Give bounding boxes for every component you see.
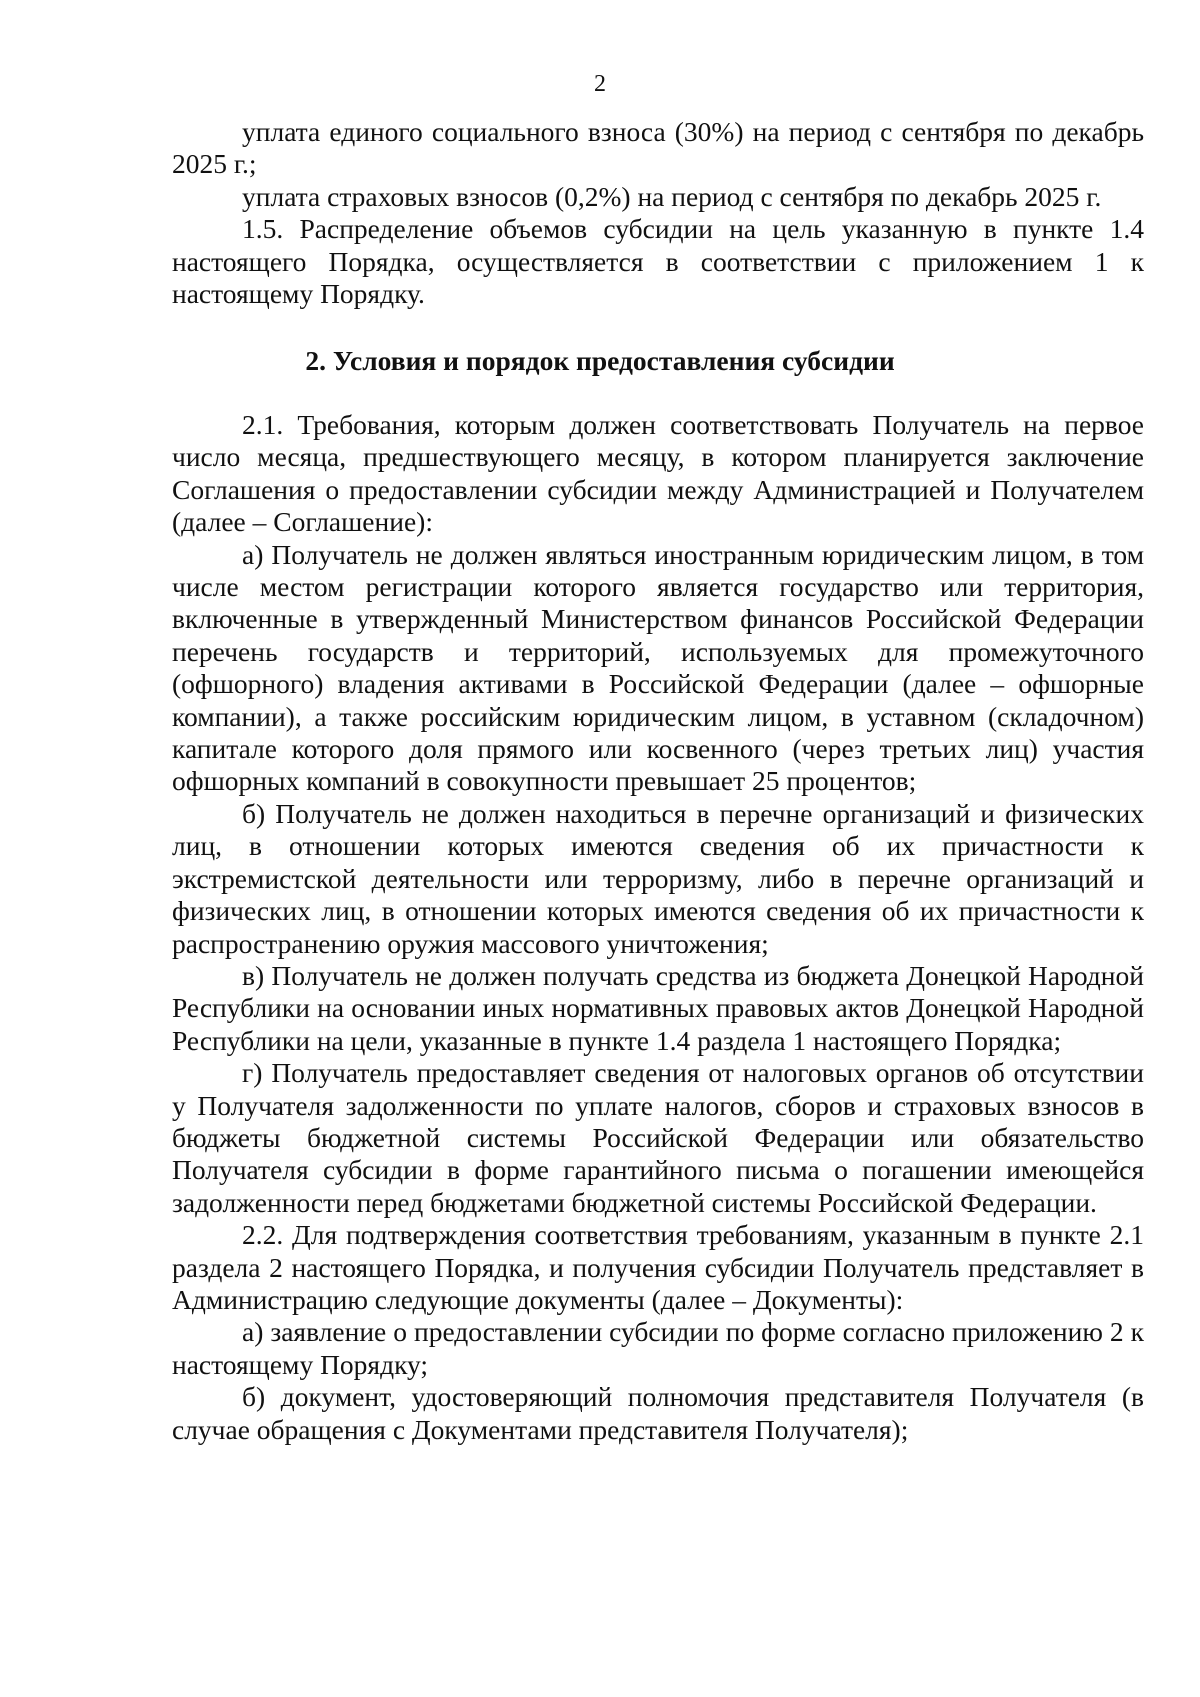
paragraph-2-2-a: а) заявление о предоставлении субсидии по форме согласно приложению 2 к настоящему Порядку; bbox=[172, 1316, 1144, 1380]
page-number: 2 bbox=[594, 71, 606, 97]
paragraph-2-2-b: б) документ, удостоверяющий полномочия представителя Получателя (в случае обращения с Документами представителя Получателя); bbox=[172, 1381, 1144, 1445]
intro-text-block bbox=[172, 116, 1144, 310]
section-heading: 2. Условия и порядок предоставления субсидии bbox=[305, 345, 895, 376]
paragraph-1-5: 1.5. Распределение объемов субсидии на цель указанную в пункте 1.4 настоящего Порядка, осуществляется в соответствии с приложением 1 к настоящему Порядку. bbox=[172, 213, 1144, 310]
paragraph-2-1-v: в) Получатель не должен получать средства из бюджета Донецкой Народной Республики на основании иных нормативных правовых актов Донецкой Народной Республики на цели, указанные в пункте 1.4 раздела 1 настоящего Порядка; bbox=[172, 959, 1144, 1056]
paragraph-single-social-contribution: уплата единого социального взноса (30%) на период с сентября по декабрь 2025 г.; bbox=[172, 116, 1144, 180]
paragraph-insurance-contribution: уплата страховых взносов (0,2%) на период с сентября по декабрь 2025 г. bbox=[242, 180, 1102, 212]
paragraph-2-1-g: г) Получатель предоставляет сведения от налоговых органов об отсутствии у Получателя задолженности по уплате налогов, сборов и страховых взносов в бюджеты бюджетной системы Российской Федерации или обязательство Получателя субсидии в форме гарантийного письма о погашении имеющейся задолженности перед бюджетами бюджетной системы Российской Федерации. bbox=[172, 1057, 1144, 1218]
paragraph-2-1-b: б) Получатель не должен находиться в перечне организаций и физических лиц, в отношении которых имеются сведения об их причастности к экстремистской деятельности или терроризму, либо в перечне организаций и физических лиц, в отношении которых имеются сведения об их причастности к распространению оружия массового уничтожения; bbox=[172, 797, 1144, 959]
section-text-block bbox=[172, 409, 1144, 1446]
paragraph-2-2: 2.2. Для подтверждения соответствия требованиям, указанным в пункте 2.1 раздела 2 настоящего Порядка, и получения субсидии Получатель представляет в Администрацию следующие документы (далее – Документы): bbox=[172, 1219, 1144, 1315]
paragraph-2-1: 2.1. Требования, которым должен соответствовать Получатель на первое число месяца, предшествующего месяцу, в котором планируется заключение Соглашения о предоставлении субсидии между Администрацией и Получателем (далее – Соглашение): bbox=[172, 409, 1144, 538]
paragraph-2-1-a: а) Получатель не должен являться иностранным юридическим лицом, в том числе местом регистрации которого является государство или территория, включенные в утвержденный Министерством финансов Российской Федерации перечень государств и территорий, используемых для промежуточного (офшорного) владения активами в Российской Федерации (далее – офшорные компании), а также российским юридическим лицом, в уставном (складочном) капитале которого доля прямого или косвенного (через третьих лиц) участия офшорных компаний в совокупности превышает 25 процентов; bbox=[172, 538, 1144, 797]
